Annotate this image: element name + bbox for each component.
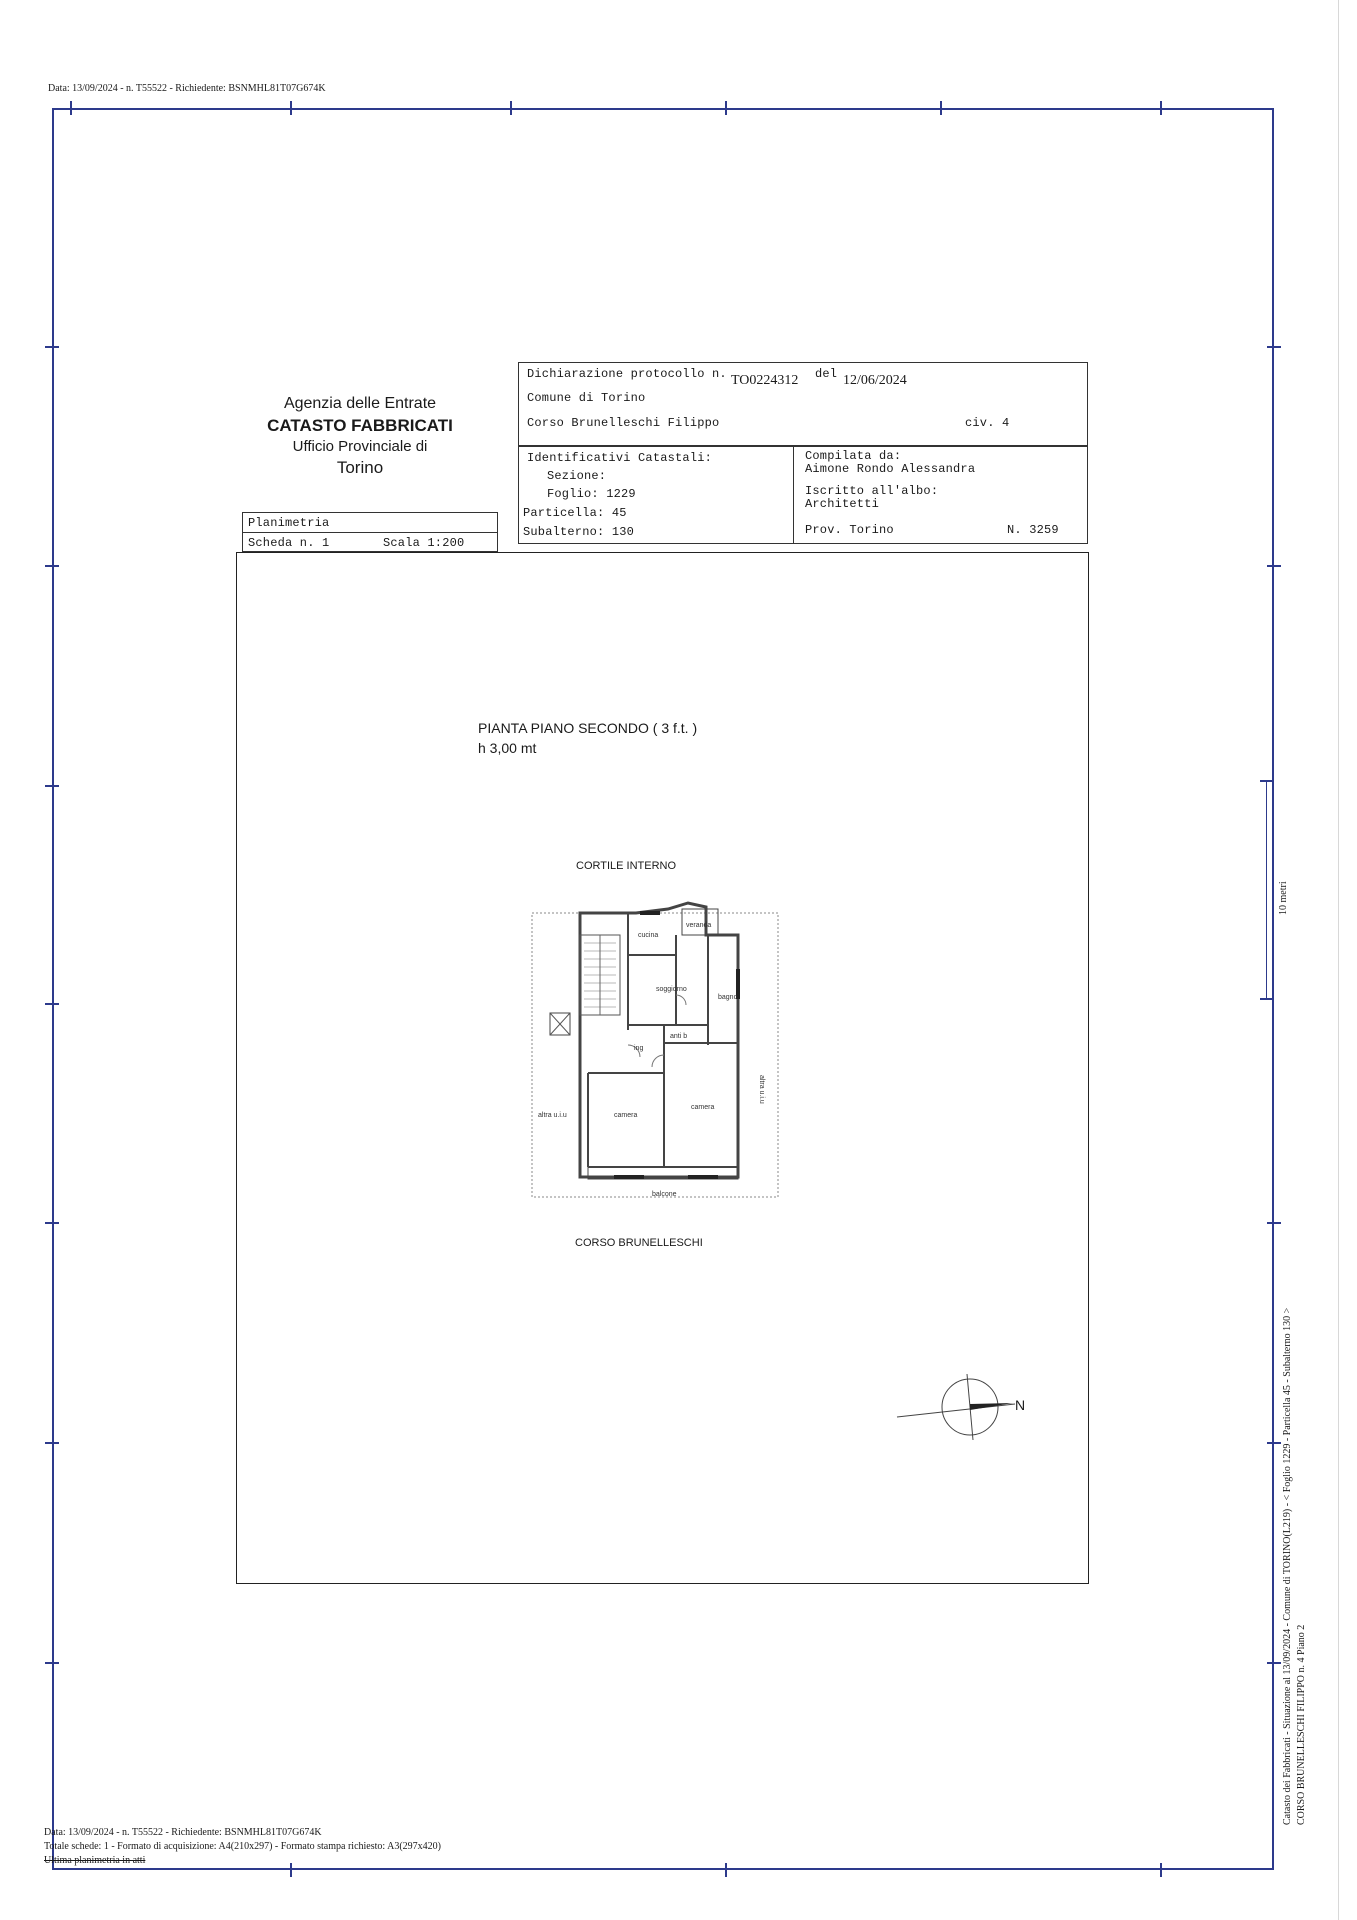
albo-value: Architetti xyxy=(805,497,880,511)
frame-tick xyxy=(45,785,59,787)
compiler-title: Compilata da: xyxy=(805,449,902,463)
room-label-bathroom: bagno xyxy=(718,994,738,1001)
frame-tick xyxy=(45,1003,59,1005)
planimetria-title: Planimetria xyxy=(248,516,330,530)
protocol-number: TO0224312 xyxy=(731,373,799,388)
frame-tick xyxy=(45,1662,59,1664)
scale-label: Scala 1:200 xyxy=(383,536,465,550)
declaration-box xyxy=(518,362,1088,446)
room-label-bedroom-1: camera xyxy=(614,1112,638,1119)
plan-height: h 3,00 mt xyxy=(478,740,537,756)
scale-bar xyxy=(1266,780,1267,1000)
frame-tick xyxy=(1160,101,1162,115)
declaration-date: 12/06/2024 xyxy=(843,373,907,388)
footer-block xyxy=(44,1826,441,1868)
subalterno-label: Subalterno: 130 xyxy=(523,525,635,539)
frame-tick xyxy=(70,101,72,115)
identifiers-title: Identificativi Catastali: xyxy=(527,451,713,465)
room-label-veranda: veranda xyxy=(686,922,712,929)
frame-tick xyxy=(1267,346,1281,348)
catasto-title: CATASTO FABBRICATI xyxy=(267,416,453,435)
apartment-outline xyxy=(580,903,738,1177)
address-label: Corso Brunelleschi Filippo xyxy=(527,416,720,430)
comune-label: Comune di Torino xyxy=(527,391,646,405)
particella-label: Particella: 45 xyxy=(523,506,627,520)
divider xyxy=(793,447,794,543)
paper-edge xyxy=(1338,0,1339,1920)
frame-tick xyxy=(1267,565,1281,567)
frame-tick xyxy=(510,101,512,115)
albo-label: Iscritto all'albo: xyxy=(805,484,939,498)
header-request-line: Data: 13/09/2024 - n. T55522 - Richiedente: BSNMHL81T07G674K xyxy=(48,83,326,94)
frame-tick xyxy=(725,101,727,115)
compiler-name: Aimone Rondo Alessandra xyxy=(805,462,976,476)
frame-tick xyxy=(1267,1442,1281,1444)
del-label: del xyxy=(815,367,838,381)
divider xyxy=(243,532,497,533)
plan-title: PIANTA PIANO SECONDO ( 3 f.t. ) xyxy=(478,720,698,736)
room-label-bedroom-2: camera xyxy=(691,1104,715,1111)
frame-tick xyxy=(45,565,59,567)
frame-tick xyxy=(1267,1222,1281,1224)
north-label: N xyxy=(1015,1397,1026,1413)
office-label: Ufficio Provinciale di xyxy=(292,438,428,455)
floor-plan xyxy=(528,895,782,1207)
room-label-other-unit-left: altra u.i.u xyxy=(538,1112,567,1119)
room-label-entrance: ing xyxy=(634,1045,644,1052)
footer-last-plan-line: Ultima planimetria in atti xyxy=(44,1855,146,1866)
courtyard-label: CORTILE INTERNO xyxy=(576,860,677,872)
protocol-label: Dichiarazione protocollo n. xyxy=(527,367,727,381)
side-info-line-1: Catasto dei Fabbricati - Situazione al 13/09/2024 - Comune di TORINO(L219) - < Foglio 1229 - Particella 45 - Subalterno 130 > xyxy=(1282,1307,1293,1825)
scale-bar-end xyxy=(1260,780,1272,782)
sezione-label: Sezione: xyxy=(547,469,607,483)
room-label-living: soggiorno xyxy=(656,986,687,993)
room-label-kitchen: cucina xyxy=(638,932,659,939)
side-info-line-2: CORSO BRUNELLESCHI FILIPPO n. 4 Piano 2 xyxy=(1296,1624,1307,1825)
footer-request-line: Data: 13/09/2024 - n. T55522 - Richiedente: BSNMHL81T07G674K xyxy=(44,1827,322,1838)
room-label-other-unit-right: altra u.i.u xyxy=(758,1075,765,1104)
frame-tick xyxy=(45,1442,59,1444)
scale-bar-label: 10 metri xyxy=(1278,881,1289,915)
agency-block xyxy=(230,393,490,479)
foglio-label: Foglio: 1229 xyxy=(547,487,636,501)
frame-tick xyxy=(1160,1863,1162,1877)
identifiers-box xyxy=(518,446,1088,544)
room-label-balcony: balcone xyxy=(652,1191,677,1198)
frame-tick xyxy=(290,101,292,115)
register-number: N. 3259 xyxy=(1007,523,1059,537)
frame-tick xyxy=(1267,1662,1281,1664)
room-label-antibagno: anti b xyxy=(670,1033,688,1040)
frame-tick xyxy=(45,346,59,348)
footer-format-line: Totale schede: 1 - Formato di acquisizione: A4(210x297) - Formato stampa richiesto: A3(297x420) xyxy=(44,1841,441,1852)
street-label: CORSO BRUNELLESCHI xyxy=(575,1237,703,1249)
agency-name: Agenzia delle Entrate xyxy=(283,395,437,412)
planimetria-box xyxy=(242,512,498,552)
scale-bar-end xyxy=(1260,998,1272,1000)
frame-tick xyxy=(45,1222,59,1224)
civic-number: civ. 4 xyxy=(965,416,1010,430)
office-city: Torino xyxy=(336,458,384,477)
scheda-label: Scheda n. 1 xyxy=(248,536,330,550)
frame-tick xyxy=(940,101,942,115)
frame-tick xyxy=(725,1863,727,1877)
north-arrow xyxy=(895,1372,1035,1442)
province-label: Prov. Torino xyxy=(805,523,894,537)
